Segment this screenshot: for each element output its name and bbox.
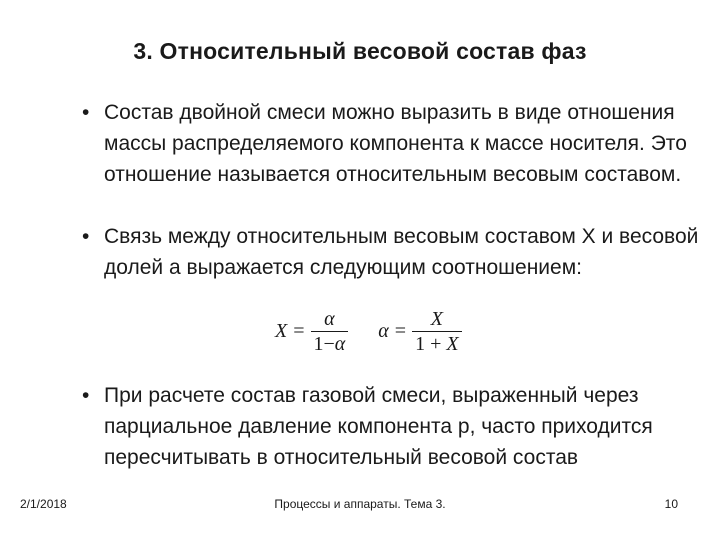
footer-title: Процессы и аппараты. Тема 3. [274,497,446,511]
numerator: X [430,308,443,330]
bullet-marker: • [82,101,90,124]
bullet-text: Связь между относительным весовым составом X и весовой долей а выражается следующим соотношением: [104,225,699,279]
fraction-bar [311,331,349,332]
formula-equals: = [293,320,305,342]
formula-alpha-of-x [378,308,461,355]
bullet-marker: • [82,384,90,407]
numerator: α [324,308,335,330]
footer-date: 2/1/2018 [20,497,67,511]
bullet-marker: • [82,225,90,248]
formula [275,308,462,355]
formula-x-of-alpha [275,308,348,355]
bullet-item-1 [82,97,704,190]
footer-page-number: 10 [664,497,678,511]
denominator: 1−α [313,333,346,355]
formula-lhs: X [275,320,288,342]
bullet-text: При расчете состав газовой смеси, выраженный через парциальное давление компонента р, часто приходится пересчитывать в относительный весовой состав [104,384,653,469]
fraction [311,308,349,355]
bullet-item-2 [82,221,704,283]
formula-equals: = [394,320,407,342]
formula-lhs: α [378,320,389,342]
fraction [412,308,462,355]
bullet-item-3 [82,380,704,473]
bullet-text: Состав двойной смеси можно выразить в виде отношения массы распределяемого компонента к массе носителя. Это отношение называется относительным весовым составом. [104,101,687,186]
fraction-bar [412,331,462,332]
slide-title: 3. Относительный весовой состав фаз [133,38,587,64]
denominator: 1 + X [415,333,459,355]
